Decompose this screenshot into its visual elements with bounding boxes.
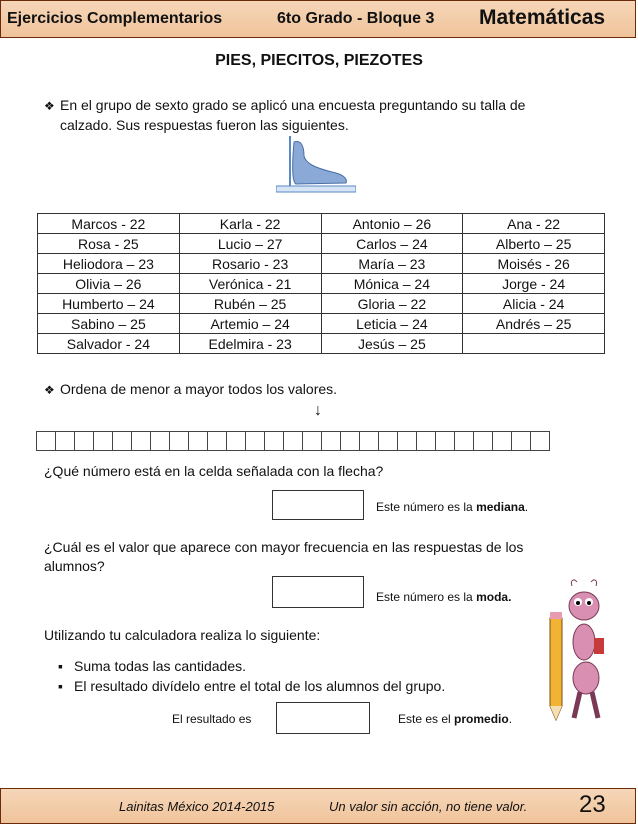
ordering-cell[interactable]: [397, 431, 417, 451]
intro-line-2: calzado. Sus respuestas fueron las siguientes.: [60, 117, 349, 133]
table-cell: Alicia - 24: [463, 294, 605, 314]
steps-list: [60, 656, 445, 696]
average-answer-box[interactable]: [276, 702, 370, 734]
header-grade: 6to Grado - Bloque 3: [277, 10, 435, 27]
ordering-cell[interactable]: [473, 431, 493, 451]
ordering-cell[interactable]: [264, 431, 284, 451]
footer-motto: Un valor sin acción, no tiene valor.: [329, 799, 528, 814]
table-row: [38, 214, 605, 234]
ordering-cell[interactable]: [492, 431, 512, 451]
table-cell: Andrés – 25: [463, 314, 605, 334]
intro-line-1: En el grupo de sexto grado se aplicó una encuesta preguntando su talla de: [60, 97, 526, 113]
table-cell: [463, 334, 605, 354]
table-cell: Humberto – 24: [38, 294, 180, 314]
page-title: PIES, PIECITOS, PIEZOTES: [215, 52, 423, 69]
table-cell: Ana - 22: [463, 214, 605, 234]
median-answer-box[interactable]: [272, 490, 364, 520]
ordering-cell[interactable]: [340, 431, 360, 451]
table-cell: Rubén – 25: [179, 294, 321, 314]
step-divide: ▪ El resultado divídelo entre el total de los alumnos del grupo.: [60, 676, 445, 696]
table-cell: María – 23: [321, 254, 463, 274]
table-cell: Jesús – 25: [321, 334, 463, 354]
table-cell: Karla - 22: [179, 214, 321, 234]
table-cell: Rosario - 23: [179, 254, 321, 274]
table-cell: Olivia – 26: [38, 274, 180, 294]
ordering-grid: [37, 431, 550, 451]
ordering-cell[interactable]: [207, 431, 227, 451]
step-sum: ▪ Suma todas las cantidades.: [60, 656, 445, 676]
ordering-cell[interactable]: [454, 431, 474, 451]
ordering-cell[interactable]: [150, 431, 170, 451]
ordering-cell[interactable]: [36, 431, 56, 451]
table-cell: Moisés - 26: [463, 254, 605, 274]
ordering-cell[interactable]: [302, 431, 322, 451]
ordering-cell[interactable]: [283, 431, 303, 451]
table-cell: Salvador - 24: [38, 334, 180, 354]
ordering-cell[interactable]: [55, 431, 75, 451]
table-cell: Gloria – 22: [321, 294, 463, 314]
page-footer: [0, 788, 636, 824]
shoe-size-table: [37, 213, 605, 354]
page-number: 23: [579, 791, 606, 818]
header-subject: Matemáticas: [479, 6, 606, 29]
footer-credit: Lainitas México 2014-2015: [119, 799, 275, 814]
page-header: [0, 0, 636, 38]
table-cell: Antonio – 26: [321, 214, 463, 234]
ordering-cell[interactable]: [378, 431, 398, 451]
ordering-cell[interactable]: [530, 431, 550, 451]
ordering-cell[interactable]: [169, 431, 189, 451]
ordering-cell[interactable]: [74, 431, 94, 451]
table-row: [38, 234, 605, 254]
diamond-bullet-icon: ❖: [44, 383, 55, 397]
intro-text: [44, 96, 525, 135]
table-cell: Marcos - 22: [38, 214, 180, 234]
table-row: [38, 314, 605, 334]
ordering-cell[interactable]: [359, 431, 379, 451]
ordering-cell[interactable]: [131, 431, 151, 451]
ordering-cell[interactable]: [245, 431, 265, 451]
header-title: Ejercicios Complementarios: [7, 10, 223, 27]
order-instruction: ❖ Ordena de menor a mayor todos los valores.: [44, 380, 337, 400]
mode-note: Este número es la moda.: [376, 590, 512, 604]
table-cell: Rosa - 25: [38, 234, 180, 254]
table-cell: Carlos – 24: [321, 234, 463, 254]
table-cell: Lucio – 27: [179, 234, 321, 254]
ordering-cell[interactable]: [112, 431, 132, 451]
down-arrow-icon: ↓: [314, 402, 322, 419]
ordering-cell[interactable]: [93, 431, 113, 451]
table-cell: Mónica – 24: [321, 274, 463, 294]
table-row: [38, 334, 605, 354]
mode-answer-box[interactable]: [272, 576, 364, 608]
ordering-cell[interactable]: [435, 431, 455, 451]
table-cell: Verónica - 21: [179, 274, 321, 294]
ordering-cell[interactable]: [188, 431, 208, 451]
table-cell: Leticia – 24: [321, 314, 463, 334]
ant-with-pencil-illustration: [540, 578, 620, 728]
average-note: Este es el promedio.: [398, 712, 513, 726]
table-row: [38, 274, 605, 294]
table-cell: Sabino – 25: [38, 314, 180, 334]
ordering-cell[interactable]: [321, 431, 341, 451]
result-label: El resultado es: [172, 712, 252, 726]
ordering-cell[interactable]: [511, 431, 531, 451]
table-cell: Heliodora – 23: [38, 254, 180, 274]
table-row: [38, 254, 605, 274]
median-note: Este número es la mediana.: [376, 500, 529, 514]
table-cell: Alberto – 25: [463, 234, 605, 254]
table-cell: Jorge - 24: [463, 274, 605, 294]
foot-measure-image: [276, 134, 356, 194]
question-mode: ¿Cuál es el valor que aparece con mayor frecuencia en las respuestas de los alumnos?: [44, 539, 524, 574]
question-median: ¿Qué número está en la celda señalada con la flecha?: [44, 463, 384, 479]
diamond-bullet-icon: ❖: [44, 99, 55, 113]
ordering-cell[interactable]: [226, 431, 246, 451]
calc-instruction: Utilizando tu calculadora realiza lo siguiente:: [44, 627, 321, 643]
ordering-cell[interactable]: [416, 431, 436, 451]
table-cell: Edelmira - 23: [179, 334, 321, 354]
table-row: [38, 294, 605, 314]
table-cell: Artemio – 24: [179, 314, 321, 334]
